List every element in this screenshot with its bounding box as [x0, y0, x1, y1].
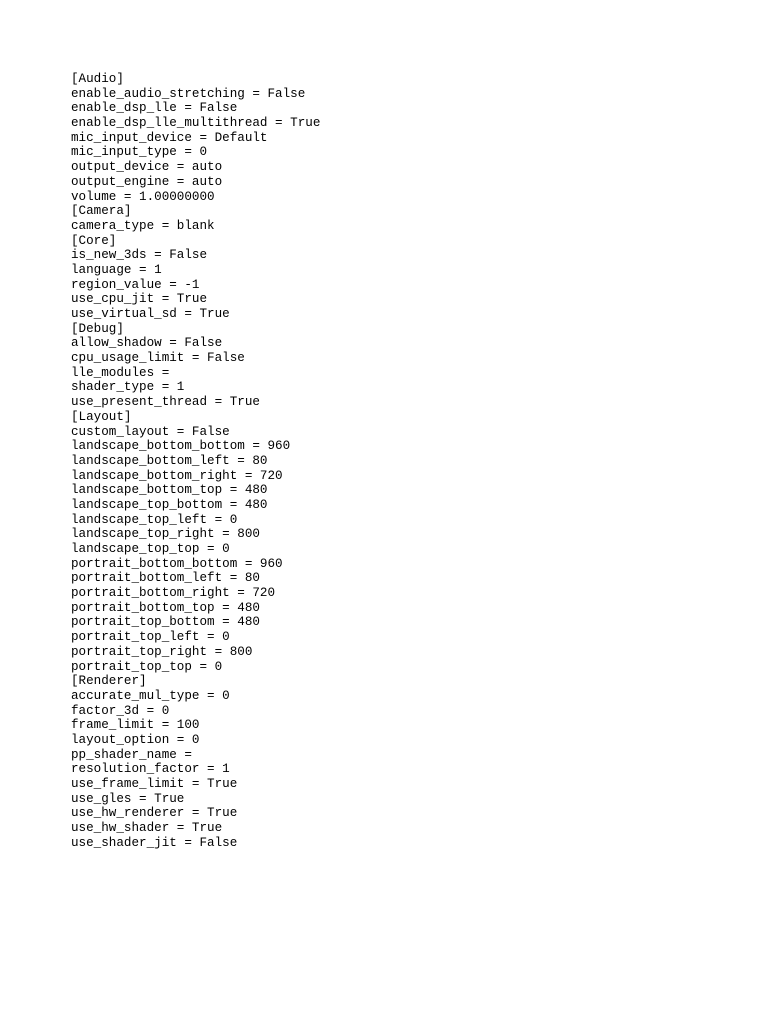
config-entry: layout_option = 0 [71, 732, 200, 747]
config-entry: landscape_top_left = 0 [71, 512, 238, 527]
config-entry: landscape_bottom_bottom = 960 [71, 439, 291, 454]
config-entry: use_virtual_sd = True [71, 307, 230, 321]
section-header: [Core] [71, 233, 117, 248]
section-header: [Camera] [71, 204, 132, 219]
config-entry: enable_audio_stretching = False [71, 86, 306, 101]
config-entry: landscape_top_right = 800 [71, 527, 260, 542]
config-document [71, 72, 320, 850]
config-entry: allow_shadow = False [71, 336, 223, 351]
config-entry: factor_3d = 0 [71, 703, 170, 718]
config-entry: portrait_top_bottom = 480 [71, 615, 260, 630]
config-entry: use_frame_limit = True [71, 777, 238, 791]
config-entry: enable_dsp_lle = False [71, 101, 238, 116]
config-entry: portrait_bottom_top = 480 [71, 600, 260, 615]
config-entry: portrait_top_right = 800 [71, 644, 253, 659]
section-header: [Layout] [71, 409, 132, 424]
config-entry: language = 1 [71, 262, 162, 277]
config-entry: accurate_mul_type = 0 [71, 688, 230, 703]
config-entry: mic_input_device = Default [71, 130, 268, 145]
config-entry: shader_type = 1 [71, 380, 185, 395]
config-entry: output_engine = auto [71, 174, 223, 189]
config-entry: portrait_bottom_bottom = 960 [71, 556, 283, 571]
config-entry: camera_type = blank [71, 218, 215, 233]
config-entry: lle_modules = [71, 365, 170, 380]
config-entry: pp_shader_name = [71, 747, 192, 762]
config-entry: landscape_top_top = 0 [71, 542, 230, 556]
section-header: [Debug] [71, 321, 124, 336]
config-entry: enable_dsp_lle_multithread = True [71, 116, 321, 131]
section-header: [Audio] [71, 72, 124, 86]
config-entry: output_device = auto [71, 160, 223, 175]
config-entry: portrait_top_left = 0 [71, 630, 230, 645]
config-entry: portrait_bottom_right = 720 [71, 586, 276, 601]
config-entry: use_shader_jit = False [71, 835, 238, 850]
config-entry: region_value = -1 [71, 277, 200, 292]
config-entry: landscape_bottom_left = 80 [71, 453, 268, 468]
section-header: [Renderer] [71, 674, 147, 689]
config-entry: volume = 1.00000000 [71, 189, 215, 204]
config-entry: landscape_bottom_right = 720 [71, 468, 283, 483]
config-entry: is_new_3ds = False [71, 248, 208, 263]
config-entry: use_hw_renderer = True [71, 806, 238, 821]
config-entry: landscape_bottom_top = 480 [71, 483, 268, 498]
config-entry: landscape_top_bottom = 480 [71, 497, 268, 512]
config-entry: mic_input_type = 0 [71, 145, 208, 160]
config-entry: use_hw_shader = True [71, 821, 223, 836]
config-entry: portrait_bottom_left = 80 [71, 571, 260, 586]
config-entry: use_gles = True [71, 791, 185, 806]
config-entry: resolution_factor = 1 [71, 762, 230, 777]
config-entry: frame_limit = 100 [71, 718, 200, 733]
config-entry: use_cpu_jit = True [71, 292, 208, 307]
config-entry: cpu_usage_limit = False [71, 351, 245, 366]
config-entry: portrait_top_top = 0 [71, 659, 223, 674]
config-entry: custom_layout = False [71, 424, 230, 439]
config-entry: use_present_thread = True [71, 395, 260, 410]
